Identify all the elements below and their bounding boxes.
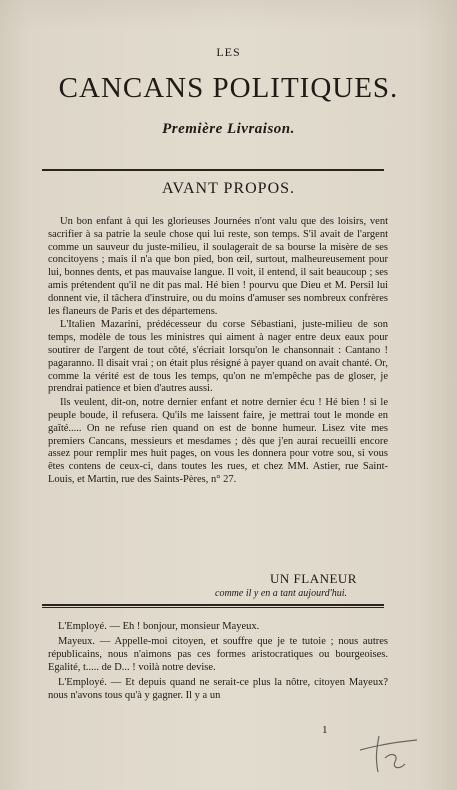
dialogue-line-2: Mayeux. — Appelle-moi citoyen, et souffre que je te tutoie ; nous autres républicains, nous n'aimons pas ces formes aristocratiques ou bourgeoises. Egalité, t..... de D... ! voilà notre devise. — [48, 636, 388, 673]
page-number: 1 — [322, 724, 328, 736]
signature: UN FLANEUR — [270, 571, 357, 586]
header-les: LES — [216, 45, 241, 59]
header-rule — [42, 169, 384, 171]
section-rule-thin — [42, 607, 384, 608]
preface-paragraph-1: Un bon enfant à qui les glorieuses Journées n'ont valu que des loisirs, vent sacrifier à sa patrie la seule chose qui lui reste, son temps. S'il avait de l'argent comme un sauveur du juste-milieu, il soulagerait de sa bourse la misère de ses concitoyens ; mais il n'a que bon pied, bon œil, surtout, malheureusement pour lui, bonnes dents, et pas mauvaise langue. Il voit, il entend, il sait beaucoup ; ses amis prétendent qu'il ne dit pas mal. Hé bien ! pourvu que Dieu et M. Persil lui donnent vie, il tâchera d'instruire, ou du moins d'amuser ses nombreux confrères les flaneurs de Paris et des départemens. — [48, 216, 388, 317]
section-title: AVANT PROPOS. — [161, 180, 296, 197]
preface-paragraph-3: Ils veulent, dit-on, notre dernier enfant et notre dernier écu ! Hé bien ! si le peuple boude, il refusera. Qu'ils me laissent faire, je mettrai tout le monde en gaîté..... On ne refuse rien quand on est de bonne humeur. Lisez vite mes premiers Cancans, messieurs et mesdames ; dès que j'en aurai recueilli encore assez pour remplir mes huit pages, on vous les donnera pour votre sou, si vous êtes contens de ceux-ci, dans toutes les rues, et chez MM. Astier, rue Saint-Louis, et Martin, rue des Saints-Pères, n° 27. — [48, 397, 388, 485]
publication-title: CANCANS POLITIQUES. — [58, 72, 399, 104]
page-shadow — [0, 0, 457, 30]
preface-paragraph-2: L'Italien Mazarini, prédécesseur du corse Sébastiani, juste-milieu de son temps, modèle de tous les ministres qui aiment à nager entre deux eaux pour soutirer de l'argent de tout côté, s'écriait lorsqu'on le chansonnait : Cantano ! pagaranno. Il disait vrai ; on était plus résigné à payer quand on avait chanté. Or, comme la vérité est de tous les temps, qu'on ne m'empêche pas de gloser, je prendrai patience et bien d'autres aussi. — [48, 319, 388, 395]
issue-label: Première Livraison. — [162, 121, 295, 137]
dialogue-line-3: L'Employé. — Et depuis quand ne serait-ce plus la nôtre, citoyen Mayeux? nous n'avons tous qu'à y gagner. Il y a un — [48, 677, 388, 701]
signature-subtitle: comme il y en a tant aujourd'hui. — [215, 588, 348, 599]
section-rule-thick — [42, 604, 384, 606]
handwritten-mark — [355, 728, 425, 778]
dialogue-line-1: L'Employé. — Eh ! bonjour, monsieur Mayeux. — [58, 621, 260, 632]
dialogue-text — [48, 620, 388, 704]
preface-text — [48, 216, 388, 488]
